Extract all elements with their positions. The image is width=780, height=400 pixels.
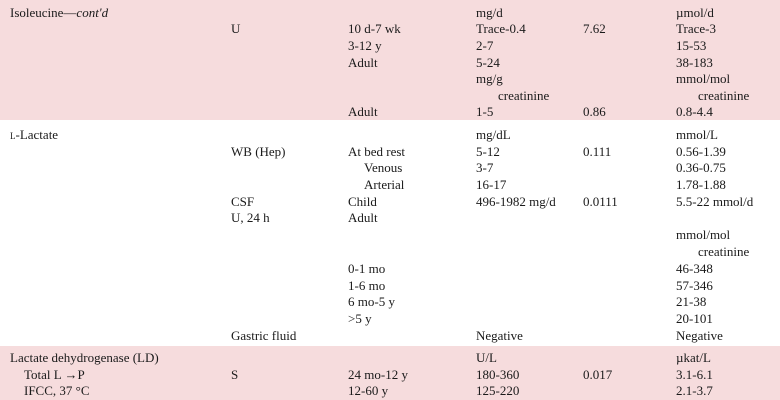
si-unit: mmol/mol: [676, 71, 731, 86]
conventional-value: 5-12: [476, 144, 500, 159]
specimen-cell: S: [231, 367, 239, 382]
age-cell: Adult: [348, 104, 378, 119]
age-cell: Adult: [348, 55, 378, 70]
si-unit: mmol/L: [676, 127, 718, 142]
conventional-unit: mg/g: [476, 71, 503, 86]
age-cell: At bed rest: [348, 144, 406, 159]
specimen-cell: U, 24 h: [231, 210, 270, 225]
si-unit: µmol/d: [676, 5, 714, 20]
conventional-value: 180-360: [476, 367, 520, 382]
si-value: 46-348: [676, 261, 713, 276]
conventional-value: 1-5: [476, 104, 494, 119]
table-row: [0, 70, 780, 87]
age-cell: Adult: [348, 210, 378, 225]
si-value: 38-183: [676, 55, 713, 70]
si-unit: mmol/mol: [676, 227, 731, 242]
conventional-value: 5-24: [476, 55, 500, 70]
age-cell: 0-1 mo: [348, 261, 386, 276]
age-cell: Child: [348, 194, 377, 209]
conversion-factor: 0.017: [583, 367, 613, 382]
specimen-cell: CSF: [231, 194, 255, 209]
table-row: [0, 54, 780, 71]
age-cell: 10 d-7 wk: [348, 21, 401, 36]
si-value: 2.1-3.7: [676, 383, 713, 398]
si-value: 0.56-1.39: [676, 144, 726, 159]
specimen-cell: Gastric fluid: [231, 328, 297, 343]
si-value: 15-53: [676, 38, 707, 53]
table-row: [0, 327, 780, 344]
table-row: [0, 382, 780, 399]
analyte-name: Isoleucine—cont'd: [10, 5, 109, 20]
conventional-value: 3-7: [476, 160, 494, 175]
table-row: [0, 87, 780, 104]
table-row: [0, 103, 780, 120]
table-row: [0, 260, 780, 277]
conventional-unit: creatinine: [498, 88, 550, 103]
si-value: 0.36-0.75: [676, 160, 726, 175]
table-row: [0, 4, 780, 21]
table-row: [0, 37, 780, 54]
specimen-cell: WB (Hep): [231, 144, 286, 159]
conventional-value: Negative: [476, 328, 523, 343]
si-value: 21-38: [676, 294, 707, 309]
age-cell: 1-6 mo: [348, 278, 386, 293]
si-value: 1.78-1.88: [676, 177, 726, 192]
table-row: [0, 159, 780, 176]
specimen-cell: U: [231, 21, 241, 36]
age-cell: >5 y: [348, 311, 372, 326]
si-value: 0.8-4.4: [676, 104, 713, 119]
conventional-value: 125-220: [476, 383, 520, 398]
table-row: [0, 349, 780, 366]
table-row: [0, 193, 780, 210]
table-row: [0, 277, 780, 294]
table-row: [0, 126, 780, 143]
table-row: [0, 176, 780, 193]
table-row: [0, 226, 780, 243]
conversion-factor: 0.0111: [583, 194, 618, 209]
age-cell: 6 mo-5 y: [348, 294, 395, 309]
test-method: Total L →P: [24, 367, 85, 382]
age-cell: Arterial: [364, 177, 405, 192]
table-row: [0, 310, 780, 327]
conventional-unit: mg/dL: [476, 127, 511, 142]
conversion-factor: 0.111: [583, 144, 612, 159]
conventional-value: 2-7: [476, 38, 494, 53]
table-row: [0, 243, 780, 260]
si-value: Trace-3: [676, 21, 716, 36]
conventional-value: 496-1982 mg/d: [476, 194, 556, 209]
analyte-name: Lactate dehydrogenase (LD): [10, 350, 159, 365]
si-value: 3.1-6.1: [676, 367, 713, 382]
si-value: 5.5-22 mmol/d: [676, 194, 754, 209]
age-cell: 3-12 y: [348, 38, 382, 53]
si-value: 57-346: [676, 278, 713, 293]
si-value: 20-101: [676, 311, 713, 326]
conventional-unit: U/L: [476, 350, 497, 365]
conventional-value: 16-17: [476, 177, 507, 192]
conversion-factor: 0.86: [583, 104, 606, 119]
table-row: [0, 20, 780, 37]
table-row: [0, 293, 780, 310]
age-cell: 12-60 y: [348, 383, 389, 398]
age-cell: 24 mo-12 y: [348, 367, 408, 382]
table-row: [0, 209, 780, 226]
conventional-value: Trace-0.4: [476, 21, 526, 36]
test-method: IFCC, 37 °C: [24, 383, 90, 398]
age-cell: Venous: [364, 160, 403, 175]
si-unit: µkat/L: [676, 350, 711, 365]
si-value: Negative: [676, 328, 723, 343]
table-row: [0, 366, 780, 383]
si-unit: creatinine: [698, 244, 750, 259]
conversion-factor: 7.62: [583, 21, 606, 36]
table-row: [0, 143, 780, 160]
si-unit: creatinine: [698, 88, 750, 103]
conventional-unit: mg/d: [476, 5, 503, 20]
analyte-name: l-Lactate: [10, 127, 59, 142]
